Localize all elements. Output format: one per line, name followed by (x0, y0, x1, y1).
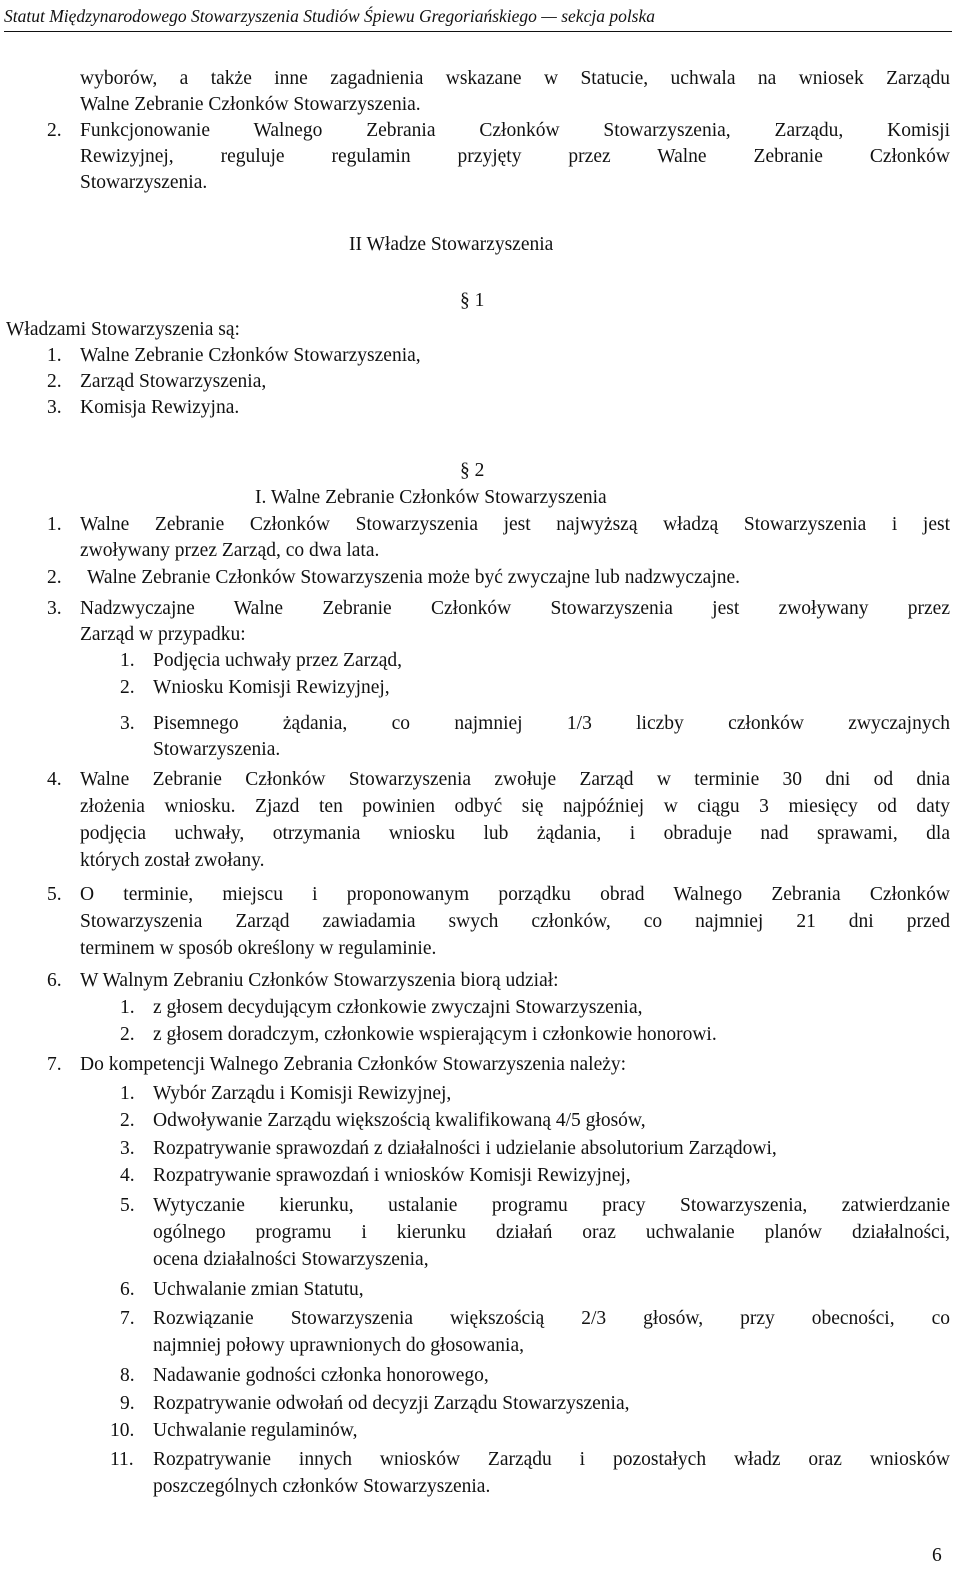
p3-sub-1-number: 1. (120, 650, 135, 671)
p7-sub-5-line-1: Wytyczanie kierunku, ustalanie programu pracy Stowarzyszenia, zatwierdzanie (153, 1195, 950, 1216)
p7-sub-11-line-2: poszczególnych członków Stowarzyszenia. (153, 1476, 491, 1497)
p7-sub-5-line-3: ocena działalności Stowarzyszenia, (153, 1249, 429, 1270)
intro-p2-line-2: Rewizyjnej, reguluje regulamin przyjęty przez Walne Zebranie Członków (80, 146, 950, 167)
p5-line-3: terminem w sposób określony w regulaminie. (80, 938, 437, 959)
p7-sub-7-line-1: Rozwiązanie Stowarzyszenia większością 2/3 głosów, przy obecności, co (153, 1308, 950, 1329)
section-2-symbol: § 2 (460, 460, 485, 481)
section-1-item-3-number: 3. (47, 397, 62, 418)
p7-sub-6-number: 6. (120, 1279, 135, 1300)
page-number: 6 (932, 1545, 942, 1566)
p7-line-1: Do kompetencji Walnego Zebrania Członków Stowarzyszenia należy: (80, 1054, 627, 1075)
p2-line-1: Walne Zebranie Członków Stowarzyszenia może być zwyczajne lub nadzwyczajne. (87, 567, 741, 588)
running-header: Statut Międzynarodowego Stowarzyszenia Studiów Śpiewu Gregoriańskiego — sekcja polska (4, 5, 952, 32)
intro-line-2: Walne Zebranie Członków Stowarzyszenia. (80, 94, 421, 115)
p5-number: 5. (47, 884, 62, 905)
intro-p2-number: 2. (47, 120, 62, 141)
p3-sub-2: Wniosku Komisji Rewizyjnej, (153, 677, 390, 698)
p6-sub-1: z głosem decydującym członkowie zwyczajni Stowarzyszenia, (153, 997, 643, 1018)
p7-sub-7-number: 7. (120, 1308, 135, 1329)
p3-sub-2-number: 2. (120, 677, 135, 698)
p6-line-1: W Walnym Zebraniu Członków Stowarzyszenia biorą udział: (80, 970, 559, 991)
p7-sub-7-line-2: najmniej połowy uprawnionych do głosowania, (153, 1335, 524, 1356)
p1-line-1: Walne Zebranie Członków Stowarzyszenia jest najwyższą władzą Stowarzyszenia i jest (80, 514, 950, 535)
p3-sub-1: Podjęcia uchwały przez Zarząd, (153, 650, 403, 671)
p7-sub-9: Rozpatrywanie odwołań od decyzji Zarządu Stowarzyszenia, (153, 1393, 630, 1414)
p7-sub-10: Uchwalanie regulaminów, (153, 1420, 358, 1441)
p4-number: 4. (47, 769, 62, 790)
p3-sub-3-line-2: Stowarzyszenia. (153, 739, 281, 760)
p7-sub-9-number: 9. (120, 1393, 135, 1414)
p1-number: 1. (47, 514, 62, 535)
section-1-item-2-number: 2. (47, 371, 62, 392)
p7-sub-11-line-1: Rozpatrywanie innych wniosków Zarządu i pozostałych władz oraz wniosków (153, 1449, 950, 1470)
intro-line-1: wyborów, a także inne zagadnienia wskazane w Statucie, uchwala na wniosek Zarządu (80, 68, 950, 89)
intro-p2-line-3: Stowarzyszenia. (80, 172, 208, 193)
p7-sub-8-number: 8. (120, 1365, 135, 1386)
section-1-item-1: Walne Zebranie Członków Stowarzyszenia, (80, 345, 421, 366)
p7-sub-1: Wybór Zarządu i Komisji Rewizyjnej, (153, 1083, 452, 1104)
section-1-item-2: Zarząd Stowarzyszenia, (80, 371, 267, 392)
p7-sub-4: Rozpatrywanie sprawozdań i wniosków Komisji Rewizyjnej, (153, 1165, 631, 1186)
p4-line-2: złożenia wniosku. Zjazd ten powinien odbyć się najpóźniej w ciągu 3 miesięcy od daty (80, 796, 950, 817)
p7-sub-2: Odwoływanie Zarządu większością kwalifikowaną 4/5 głosów, (153, 1110, 646, 1131)
p4-line-3: podjęcia uchwały, otrzymania wniosku lub żądania, i obraduje nad sprawami, dla (80, 823, 950, 844)
p6-sub-2: z głosem doradczym, członkowie wspierającym i członkowie honorowi. (153, 1024, 717, 1045)
p7-sub-10-number: 10. (110, 1420, 135, 1441)
p4-line-1: Walne Zebranie Członków Stowarzyszenia zwołuje Zarząd w terminie 30 dni od dnia (80, 769, 950, 790)
p7-sub-6: Uchwalanie zmian Statutu, (153, 1279, 364, 1300)
section-2-title: I. Walne Zebranie Członków Stowarzyszenia (255, 487, 607, 508)
p4-line-4: których został zwołany. (80, 850, 265, 871)
p3-line-1: Nadzwyczajne Walne Zebranie Członków Stowarzyszenia jest zwoływany przez (80, 598, 950, 619)
p7-sub-11-number: 11. (110, 1449, 134, 1470)
section-1-item-3: Komisja Rewizyjna. (80, 397, 240, 418)
p5-line-1: O terminie, miejscu i proponowanym porządku obrad Walnego Zebrania Członków (80, 884, 950, 905)
p7-sub-1-number: 1. (120, 1083, 135, 1104)
p7-sub-5-line-2: ogólnego programu i kierunku działań oraz uchwalanie planów działalności, (153, 1222, 950, 1243)
p2-number: 2. (47, 567, 62, 588)
p3-line-2: Zarząd w przypadku: (80, 624, 246, 645)
p5-line-2: Stowarzyszenia Zarząd zawiadamia swych członków, co najmniej 21 dni przed (80, 911, 950, 932)
p6-sub-2-number: 2. (120, 1024, 135, 1045)
p1-line-2: zwoływany przez Zarząd, co dwa lata. (80, 540, 380, 561)
p7-sub-5-number: 5. (120, 1195, 135, 1216)
p7-sub-3-number: 3. (120, 1138, 135, 1159)
p7-sub-3: Rozpatrywanie sprawozdań z działalności i udzielanie absolutorium Zarządowi, (153, 1138, 777, 1159)
section-1-item-1-number: 1. (47, 345, 62, 366)
section-1-symbol: § 1 (460, 290, 485, 311)
p3-sub-3-number: 3. (120, 713, 135, 734)
p7-sub-4-number: 4. (120, 1165, 135, 1186)
p3-number: 3. (47, 598, 62, 619)
intro-p2-line-1: Funkcjonowanie Walnego Zebrania Członków Stowarzyszenia, Zarządu, Komisji (80, 120, 950, 141)
p6-sub-1-number: 1. (120, 997, 135, 1018)
chapter-title: II Władze Stowarzyszenia (349, 234, 554, 255)
p7-sub-8: Nadawanie godności członka honorowego, (153, 1365, 489, 1386)
p3-sub-3-line-1: Pisemnego żądania, co najmniej 1/3 liczby członków zwyczajnych (153, 713, 950, 734)
section-1-lead: Władzami Stowarzyszenia są: (6, 319, 240, 340)
p6-number: 6. (47, 970, 62, 991)
p7-sub-2-number: 2. (120, 1110, 135, 1131)
p7-number: 7. (47, 1054, 62, 1075)
